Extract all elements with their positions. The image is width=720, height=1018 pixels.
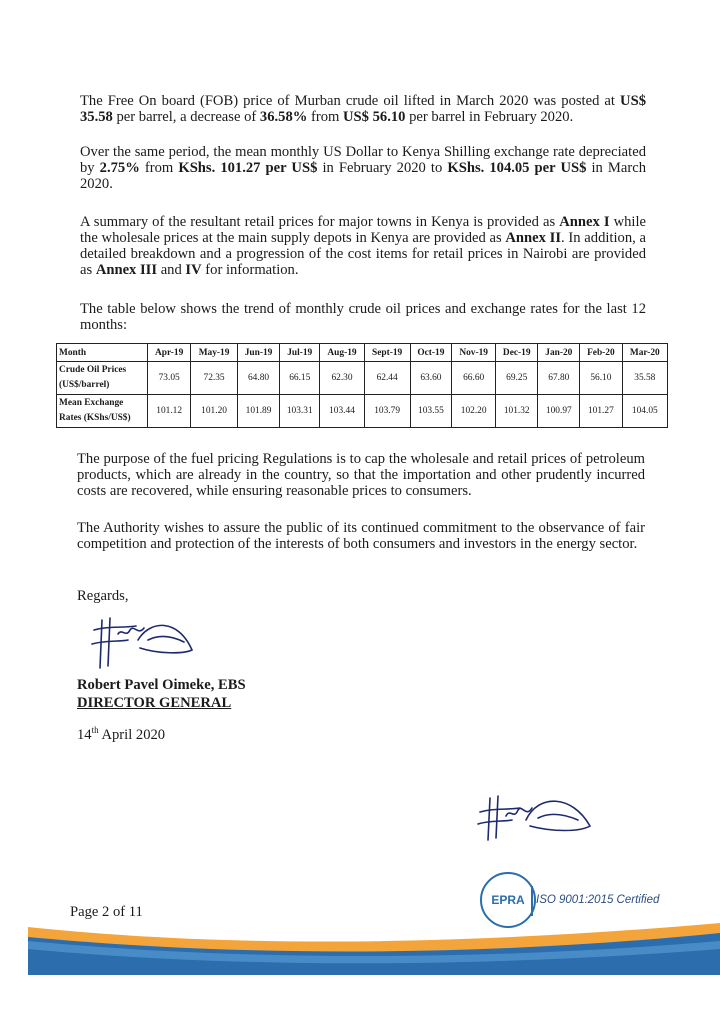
month-cell: Apr-19 bbox=[148, 344, 191, 362]
crude-value-cell: 62.30 bbox=[320, 362, 364, 395]
fx-value-cell: 101.12 bbox=[148, 395, 191, 428]
assurance-paragraph: The Authority wishes to assure the public of its continued commitment to the observance of fair competition and protection of the interests of both consumers and investors in the energy sector. bbox=[77, 520, 645, 552]
table-row-crude-oil bbox=[57, 362, 668, 395]
fx-value-cell: 101.27 bbox=[580, 395, 622, 428]
crude-value-cell: 62.44 bbox=[364, 362, 410, 395]
fx-value-cell: 101.20 bbox=[191, 395, 237, 428]
iso-certification-text: ISO 9001:2015 Certified bbox=[536, 894, 660, 906]
crude-value-cell: 73.05 bbox=[148, 362, 191, 395]
epra-logo-text: EPRA bbox=[491, 893, 525, 907]
crude-value-cell: 56.10 bbox=[580, 362, 622, 395]
fx-value-cell: 103.44 bbox=[320, 395, 364, 428]
fx-value-cell: 101.89 bbox=[237, 395, 279, 428]
fx-value-cell: 103.79 bbox=[364, 395, 410, 428]
fob-price-paragraph: The Free On board (FOB) price of Murban crude oil lifted in March 2020 was posted at US$ 35.58 per barrel, a decrease of 36.58% from US$ 56.10 per barrel in February 2020. bbox=[80, 93, 646, 125]
fx-value-cell: 103.31 bbox=[280, 395, 320, 428]
table-row-exchange-rate bbox=[57, 395, 668, 428]
fx-value-cell: 103.55 bbox=[410, 395, 452, 428]
fx-value-cell: 101.32 bbox=[496, 395, 538, 428]
crude-value-cell: 72.35 bbox=[191, 362, 237, 395]
exchange-rate-row-label: Mean Exchange Rates (KShs/US$) bbox=[57, 395, 148, 428]
month-cell: Mar-20 bbox=[622, 344, 667, 362]
crude-oil-trend-table bbox=[56, 343, 668, 428]
crude-value-cell: 35.58 bbox=[622, 362, 667, 395]
purpose-paragraph: The purpose of the fuel pricing Regulations is to cap the wholesale and retail prices of petroleum products, which are already in the country, so that the importation and other prudently incurred costs are recovered, while ensuring reasonable prices to consumers. bbox=[77, 451, 645, 499]
month-header-cell: Month bbox=[57, 344, 148, 362]
crude-value-cell: 67.80 bbox=[538, 362, 580, 395]
fx-value-cell: 102.20 bbox=[452, 395, 496, 428]
month-cell: Sept-19 bbox=[364, 344, 410, 362]
table-header-row bbox=[57, 344, 668, 362]
letter-date: 14th April 2020 bbox=[77, 725, 166, 743]
crude-value-cell: 63.60 bbox=[410, 362, 452, 395]
month-cell: Jan-20 bbox=[538, 344, 580, 362]
logo-divider bbox=[531, 886, 533, 916]
month-cell: Oct-19 bbox=[410, 344, 452, 362]
crude-oil-row-label: Crude Oil Prices (US$/barrel) bbox=[57, 362, 148, 395]
signature-image-footer bbox=[476, 790, 596, 850]
month-cell: May-19 bbox=[191, 344, 237, 362]
month-cell: Feb-20 bbox=[580, 344, 622, 362]
signer-name: Robert Pavel Oimeke, EBS bbox=[77, 677, 246, 693]
signer-block bbox=[77, 676, 246, 712]
regards-text: Regards, bbox=[77, 588, 129, 604]
page-number: Page 2 of 11 bbox=[70, 904, 143, 920]
fx-value-cell: 104.05 bbox=[622, 395, 667, 428]
month-cell: Aug-19 bbox=[320, 344, 364, 362]
crude-value-cell: 69.25 bbox=[496, 362, 538, 395]
month-cell: Dec-19 bbox=[496, 344, 538, 362]
fx-value-cell: 100.97 bbox=[538, 395, 580, 428]
month-cell: Nov-19 bbox=[452, 344, 496, 362]
exchange-rate-paragraph: Over the same period, the mean monthly US Dollar to Kenya Shilling exchange rate depreciated by 2.75% from KShs. 101.27 per US$ in February 2020 to KShs. 104.05 per US$ in March 2020. bbox=[80, 144, 646, 192]
footer-wave-band bbox=[0, 915, 720, 1018]
crude-value-cell: 64.80 bbox=[237, 362, 279, 395]
crude-value-cell: 66.60 bbox=[452, 362, 496, 395]
signer-title: DIRECTOR GENERAL bbox=[77, 695, 232, 711]
table-intro-paragraph: The table below shows the trend of monthly crude oil prices and exchange rates for the last 12 months: bbox=[80, 301, 646, 333]
annex-summary-paragraph: A summary of the resultant retail prices for major towns in Kenya is provided as Annex I while the wholesale prices at the main supply depots in Kenya are provided as Annex II. In addition, a detailed breakdown and a progression of the cost items for retail prices in Nairobi are provided as Annex III and IV for information. bbox=[80, 214, 647, 278]
signature-image bbox=[88, 610, 198, 674]
month-cell: Jul-19 bbox=[280, 344, 320, 362]
crude-value-cell: 66.15 bbox=[280, 362, 320, 395]
month-cell: Jun-19 bbox=[237, 344, 279, 362]
